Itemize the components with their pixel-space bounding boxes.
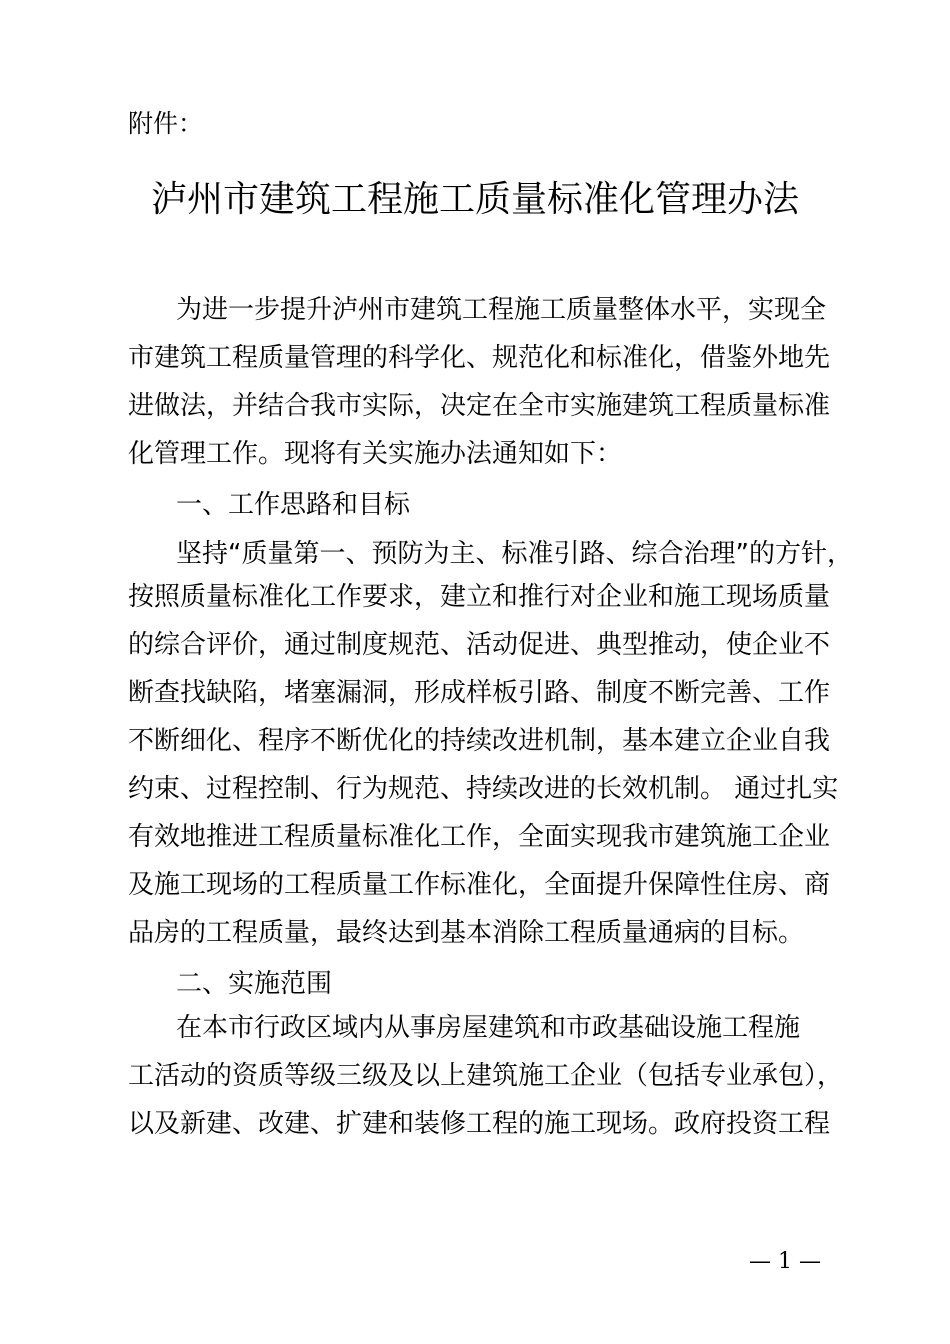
paragraph-line: 按照质量标准化工作要求，建立和推行对企业和施工现场质量 [128, 582, 831, 612]
attachment-label: 附件： [128, 109, 204, 138]
paragraph-line: 以及新建、改建、扩建和装修工程的施工现场。政府投资工程 [128, 1109, 831, 1139]
paragraph-line: 进做法，并结合我市实际，决定在全市实施建筑工程质量标准 [128, 391, 831, 421]
paragraph-line: 化管理工作。现将有关实施办法通知如下： [128, 439, 623, 469]
paragraph-line: 的综合评价，通过制度规范、活动促进、典型推动，使企业不 [128, 630, 831, 660]
paragraph-line: 断查找缺陷，堵塞漏洞，形成样板引路、制度不断完善、工作 [128, 678, 831, 708]
paragraph-line: 有效地推进工程质量标准化工作，全面实现我市建筑施工企业 [128, 822, 831, 852]
paragraph-line: 坚持“质量第一、预防为主、标准引路、综合治理”的方针， [176, 539, 853, 569]
paragraph-line: 工活动的资质等级三级及以上建筑施工企业（包括专业承包）， [128, 1061, 844, 1091]
paragraph-line: 约束、过程控制、行为规范、持续改进的长效机制。 通过扎实 [128, 774, 839, 804]
paragraph-line: 不断细化、程序不断优化的持续改进机制，基本建立企业自我 [128, 726, 831, 756]
section-heading: 二、实施范围 [176, 969, 333, 999]
document-title: 泸州市建筑工程施工质量标准化管理办法 [150, 179, 799, 220]
paragraph-line: 在本市行政区域内从事房屋建筑和市政基础设施工程施 [176, 1013, 801, 1043]
paragraph-line: 品房的工程质量，最终达到基本消除工程质量通病的目标。 [128, 918, 805, 948]
page-number: — 1 — [749, 1249, 821, 1274]
paragraph-line: 市建筑工程质量管理的科学化、规范化和标准化，借鉴外地先 [128, 343, 831, 373]
paragraph-line: 及施工现场的工程质量工作标准化，全面提升保障性住房、商 [128, 870, 831, 900]
paragraph-line: 为进一步提升泸州市建筑工程施工质量整体水平，实现全 [176, 295, 827, 325]
section-heading: 一、工作思路和目标 [176, 490, 411, 520]
